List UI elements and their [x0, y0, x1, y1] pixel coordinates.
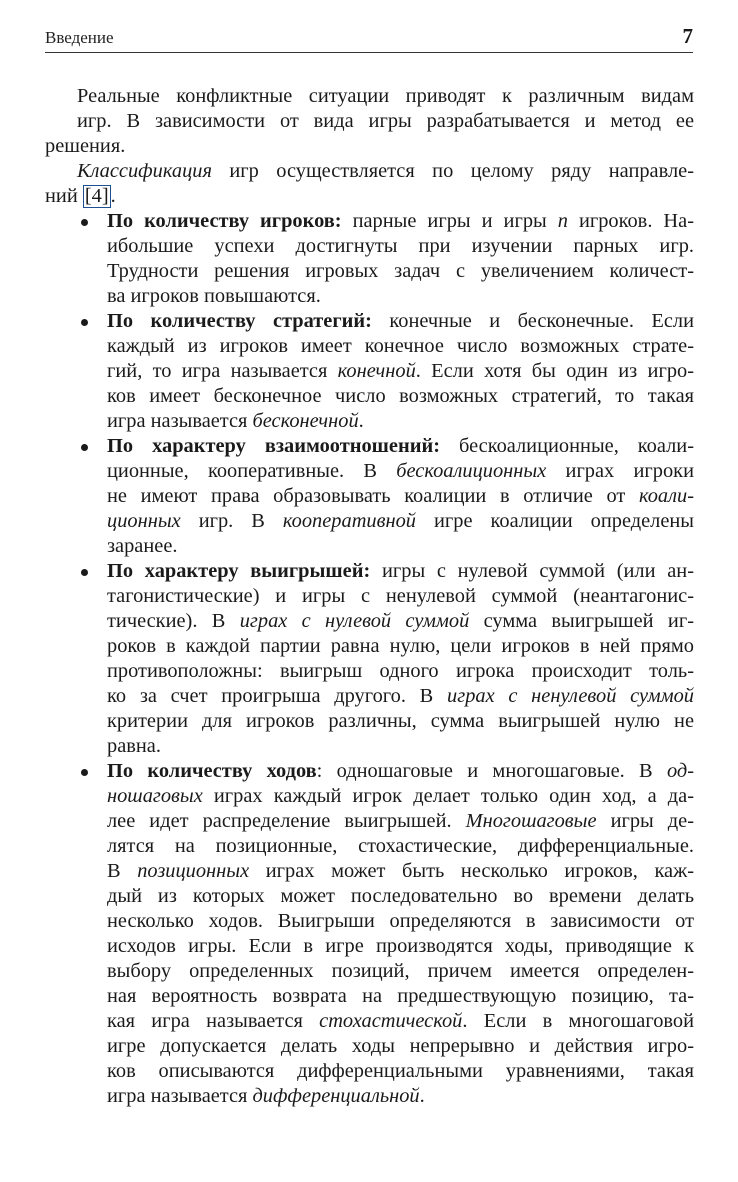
text-segment: игр осуществляется по целому ряду направле-	[211, 160, 694, 182]
text-line	[107, 809, 694, 834]
text-segment: ва игроков повышаются.	[107, 285, 321, 307]
text-segment: кая игра называется	[107, 1010, 320, 1032]
text-line	[107, 459, 694, 484]
text-segment: игроков. На-	[567, 210, 694, 232]
text-segment: ков описываются дифференциальными уравнениями, такая	[107, 1060, 694, 1082]
text-segment: .	[110, 185, 116, 207]
text-segment: : одношаговые и многошаговые. В	[316, 760, 667, 782]
text-line	[107, 209, 694, 234]
bullet-term: По количеству ходов	[107, 760, 317, 782]
text-segment: . Если в многошаговой	[462, 1010, 695, 1032]
text-line	[107, 934, 694, 959]
text-segment: критерии для игроков различны, сумма выигрышей нулю не	[107, 710, 694, 732]
text-segment: равна.	[107, 735, 161, 757]
text-line	[107, 259, 694, 284]
bullet-icon	[81, 319, 88, 326]
intro-paragraph	[45, 84, 694, 159]
italic-term: стохастической	[319, 1010, 463, 1032]
text-segment: ционные, кооперативные. В	[107, 460, 397, 482]
text-line	[107, 859, 694, 884]
classification-list	[77, 209, 694, 1109]
text-line	[107, 1084, 694, 1109]
italic-term: играх с нулевой суммой	[239, 610, 470, 632]
text-segment: не имеют права образовывать коалиции в отличие от	[107, 485, 639, 507]
bullet-term: По характеру взаимоотношений:	[107, 435, 440, 457]
text-segment: ибольшие успехи достигнуты при изучении парных игр.	[107, 235, 694, 257]
text-line: Реальные конфликтные ситуации приводят к различным видам	[77, 85, 694, 107]
bullet-item	[77, 309, 694, 434]
bullet-icon	[81, 769, 88, 776]
text-segment: тические). В	[107, 610, 240, 632]
text-line	[107, 759, 694, 784]
italic-term: коали-	[638, 485, 694, 507]
page-number: 7	[682, 24, 693, 48]
text-segment: заранее.	[107, 535, 178, 557]
italic-term: Классификация	[77, 160, 212, 182]
bullet-term: По количеству стратегий:	[107, 310, 372, 332]
italic-term: играх с ненулевой суммой	[447, 685, 695, 707]
text-segment: дый из которых может последовательно во времени делать	[107, 885, 694, 907]
text-line	[45, 184, 694, 209]
text-segment: Трудности решения игровых задач с увеличением количест-	[107, 260, 694, 282]
italic-term: бескоалиционных	[396, 460, 547, 482]
bullet-item	[77, 559, 694, 759]
text-segment: роков в каждой партии равна нулю, цели игроков в ней прямо	[107, 635, 694, 657]
text-segment: игра называется	[107, 410, 253, 432]
text-segment: играх каждый игрок делает только один ход, а да-	[202, 785, 694, 807]
text-segment: противоположны: выигрыш одного игрока происходит толь-	[107, 660, 694, 682]
text-segment: играх может быть несколько игроков, каж-	[249, 860, 694, 882]
text-line	[107, 284, 694, 309]
text-line	[107, 434, 694, 459]
text-line	[107, 734, 694, 759]
text-segment: конечные и бесконечные. Если	[371, 310, 694, 332]
text-line	[77, 159, 694, 184]
text-segment: лее идет распределение выигрышей.	[107, 810, 466, 832]
text-line	[107, 634, 694, 659]
text-segment: бескоалиционные, коали-	[439, 435, 694, 457]
text-line	[107, 1009, 694, 1034]
text-line	[107, 1059, 694, 1084]
italic-term: Многошаговые	[465, 810, 597, 832]
text-segment: исходов игры. Если в игре производятся ходы, приводящие к	[107, 935, 694, 957]
bullet-term: По количеству игроков:	[107, 210, 342, 232]
text-segment: несколько ходов. Выигрыши определяются в зависимости от	[107, 910, 694, 932]
text-segment: тагонистические) и игры с ненулевой суммой (неантагонис-	[107, 585, 694, 607]
italic-term: од-	[666, 760, 694, 782]
text-line	[107, 709, 694, 734]
italic-term: кооперативной	[282, 510, 416, 532]
text-segment: игры с нулевой суммой (или ан-	[370, 560, 694, 582]
text-line	[107, 334, 694, 359]
text-segment: игр. В	[180, 510, 283, 532]
text-line: игр. В зависимости от вида игры разрабатывается и метод ее	[77, 110, 694, 132]
running-title: Введение	[45, 28, 114, 47]
text-segment: ний	[45, 185, 83, 207]
italic-term: ношаговых	[107, 785, 203, 807]
text-segment: . Если хотя бы один из игро-	[415, 360, 694, 382]
text-line	[107, 684, 694, 709]
text-segment: лятся на позиционные, стохастические, дифференциальные.	[107, 835, 694, 857]
text-line	[107, 584, 694, 609]
italic-term: ционных	[107, 510, 181, 532]
text-segment: выбору определенных позиций, причем имеется определен-	[107, 960, 694, 982]
bullet-item	[77, 434, 694, 559]
text-line	[107, 959, 694, 984]
text-segment: ная вероятность возврата на предшествующую позицию, та-	[107, 985, 694, 1007]
text-segment: ков имеет бесконечное число возможных стратегий, то такая	[107, 385, 694, 407]
text-line	[107, 359, 694, 384]
text-line	[107, 409, 694, 434]
text-segment: игре коалиции определены	[415, 510, 695, 532]
text-line	[107, 534, 694, 559]
page-header	[45, 22, 693, 53]
bullet-item	[77, 209, 694, 309]
text-line	[107, 609, 694, 634]
page-body	[45, 84, 695, 1109]
italic-term: позиционных	[137, 860, 250, 882]
text-line	[107, 784, 694, 809]
text-segment: гий, то игра называется	[107, 360, 338, 382]
text-segment: .	[419, 1085, 425, 1107]
text-line	[107, 384, 694, 409]
text-line	[107, 484, 694, 509]
text-line	[107, 984, 694, 1009]
text-line	[107, 909, 694, 934]
bullet-term: По характеру выигрышей:	[107, 560, 371, 582]
text-line	[107, 309, 694, 334]
text-segment: парные игры и игры	[341, 210, 558, 232]
bullet-item	[77, 759, 694, 1109]
text-line: решения.	[45, 135, 126, 157]
bullet-icon	[81, 219, 88, 226]
text-line	[107, 509, 694, 534]
italic-term: бесконечной	[252, 410, 359, 432]
text-segment: В	[107, 860, 138, 882]
italic-term: дифференциальной	[252, 1085, 420, 1107]
text-segment: игры де-	[596, 810, 694, 832]
text-line	[107, 559, 694, 584]
text-segment: играх игроки	[546, 460, 694, 482]
text-segment: сумма выигрышей иг-	[469, 610, 694, 632]
text-segment: .	[358, 410, 364, 432]
italic-term: конечной	[337, 360, 416, 382]
text-segment: ко за счет проигрыша другого. В	[107, 685, 448, 707]
text-segment: игре допускается делать ходы непрерывно и действия игро-	[107, 1035, 694, 1057]
text-line	[107, 1034, 694, 1059]
text-segment: игра называется	[107, 1085, 253, 1107]
italic-term: n	[557, 210, 568, 232]
classification-paragraph	[45, 159, 694, 209]
bullet-icon	[81, 444, 88, 451]
citation-link[interactable]: [4]	[84, 185, 109, 207]
text-line	[107, 834, 694, 859]
text-line	[107, 659, 694, 684]
text-segment: каждый из игроков имеет конечное число возможных страте-	[107, 335, 694, 357]
text-line	[107, 234, 694, 259]
text-line	[107, 884, 694, 909]
bullet-icon	[81, 569, 88, 576]
